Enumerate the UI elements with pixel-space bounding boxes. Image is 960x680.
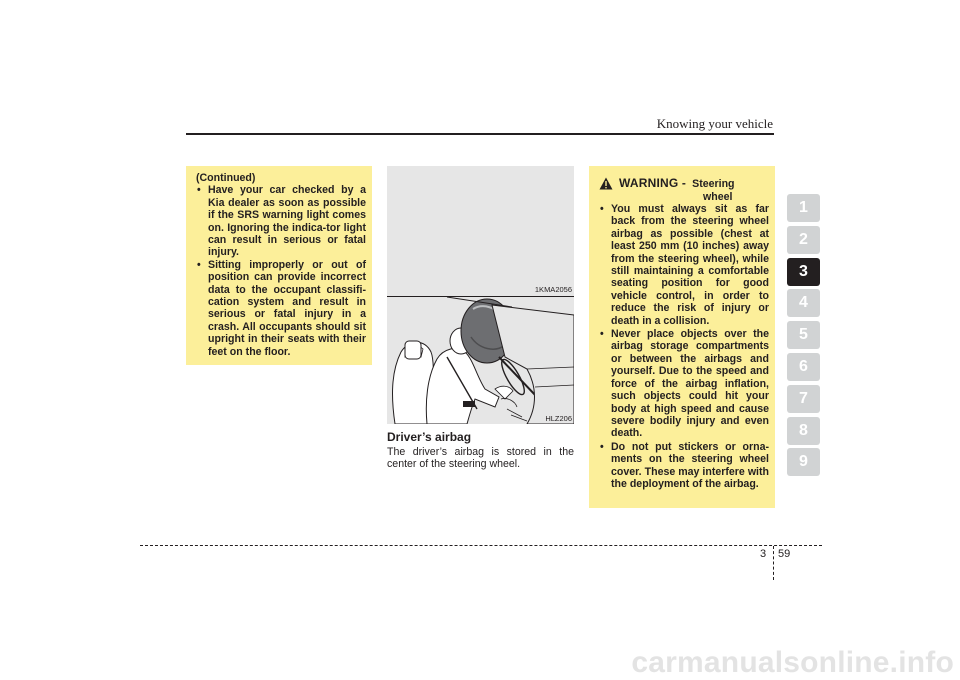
warning-title (597, 176, 767, 203)
chapter-tab-7[interactable]: 7 (787, 385, 820, 413)
chapter-tab-5[interactable]: 5 (787, 321, 820, 349)
page-chapter-number: 3 (760, 548, 767, 560)
page-number: 59 (778, 548, 791, 560)
continued-text (196, 172, 366, 358)
footer-rule (140, 545, 822, 546)
continued-callout (186, 166, 372, 365)
warning-bullet-2: • Never place objects over the airbag storage compartments or between the airbags and yourself. Due to the speed and force of the airbag inflation, such objects could hit your body at high speed and cause severe bodily injury and even death. (599, 328, 769, 440)
warning-subject-line1: Steering (692, 178, 735, 190)
chapter-tab-4[interactable]: 4 (787, 289, 820, 317)
warning-bullet-1: • You must always sit as far back from the steering wheel airbag as possible (chest at least 250 mm (10 inches) away from the steering wheel), while still maintaining a comfortable seating position for good vehicle control, in order to reduce the risk of injury or death in a collision. (599, 203, 769, 327)
warning-text (599, 203, 769, 491)
continued-title: (Continued) (196, 172, 256, 184)
section-body: The driver’s airbag is stored in the center of the steering wheel. (387, 446, 574, 470)
warning-subject-line2: wheel (703, 191, 733, 203)
driver-airbag-illustration (387, 297, 574, 424)
watermark: carmanualsonline.info (631, 646, 954, 679)
warning-label: WARNING - (619, 176, 687, 190)
warning-bullet-3: • Do not put stickers or orna-ments on the steering wheel cover. These may interfere with the deployment of the airbag. (599, 441, 769, 491)
continued-bullet-2: • Sitting improperly or out of position can provide incorrect data to the occupant classifi-cation system and result in serious or fatal injury in a crash. All occupants should sit upright in their seats with their feet on the floor. (196, 259, 366, 358)
chapter-tab-2[interactable]: 2 (787, 226, 820, 254)
warning-triangle-icon (599, 177, 613, 190)
chapter-tabs (787, 194, 820, 480)
section-title: Knowing your vehicle (656, 116, 773, 131)
chapter-tab-6[interactable]: 6 (787, 353, 820, 381)
section-heading: Driver’s airbag (387, 430, 472, 444)
chapter-tab-3[interactable]: 3 (787, 258, 820, 286)
page-number-divider (773, 546, 774, 580)
header-rule (186, 133, 774, 135)
chapter-tab-9[interactable]: 9 (787, 448, 820, 476)
continued-bullet-1: • Have your car checked by a Kia dealer as soon as possible if the SRS warning light comes on. Ignoring the indica-tor light can result in serious or fatal injury. (196, 184, 366, 258)
chapter-tab-8[interactable]: 8 (787, 417, 820, 445)
warning-callout (589, 166, 775, 508)
chapter-tab-1[interactable]: 1 (787, 194, 820, 222)
figure-code-bottom: HLZ206 (545, 414, 572, 423)
figure-code-top: 1KMA2056 (534, 285, 572, 294)
